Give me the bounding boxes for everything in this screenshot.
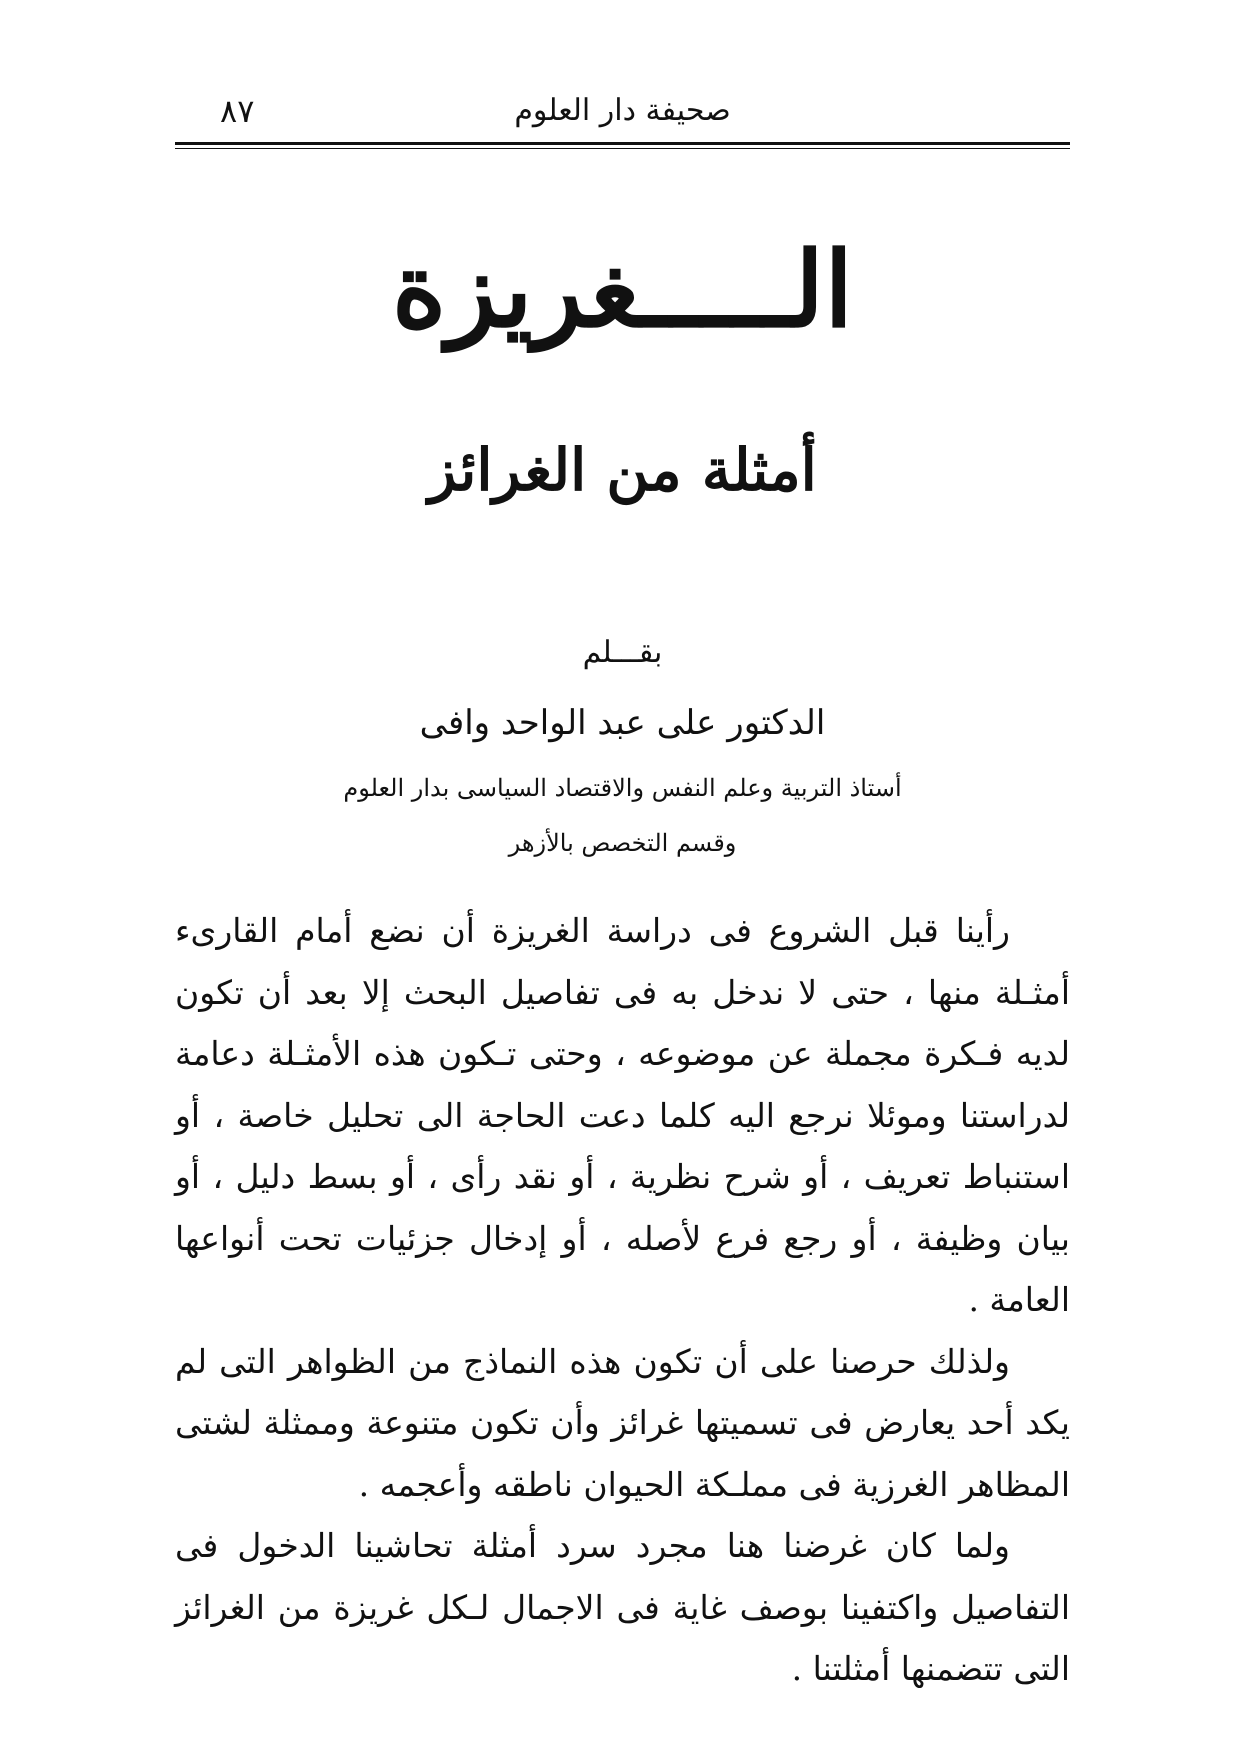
paragraph: ولما كان غرضنا هنا مجرد سرد أمثلة تحاشينا الدخول فى التفاصيل واكتفينا بوصف غاية فى الاجمال لـكل غريزة من الغرائز التى تتضمنها أمثلتنا . (175, 1526, 1070, 1688)
paragraph: ولذلك حرصنا على أن تكون هذه النماذج من الظواهر التى لم يكد أحد يعارض فى تسميتها غرائز وأن تكون متنوعة وممثلة لشتى المظاهر الغرزية فى مملـكة الحيوان ناطقه وأعجمه . (175, 1341, 1070, 1504)
article-subtitle: أمثلة من الغرائز (428, 436, 817, 504)
author-affiliation-secondary: وقسم التخصص بالأزهر (508, 829, 737, 857)
author-name: الدكتور على عبد الواحد وافى (419, 703, 826, 743)
article-body (175, 900, 1070, 1700)
journal-name: صحيفة دار العلوم (514, 93, 731, 128)
header-rule (175, 142, 1070, 145)
author-affiliation: أستاذ التربية وعلم النفس والاقتصاد السياسى بدار العلوم (343, 774, 902, 802)
article-title: الـــــغريزة (391, 228, 854, 351)
running-head (175, 86, 1070, 136)
paragraph: رأينا قبل الشروع فى دراسة الغريزة أن نضع أمام القارىء أمثـلة منها ، حتى لا ندخل به فى تفاصيل البحث إلا بعد أن تكون لديه فـكرة مجملة عن موضوعه ، وحتى تـكون هذه الأمثـلة دعامة لدراستنا وموئلا نرجع اليه كلما دعت الحاجة الى تحليل خاصة ، أو استنباط تعريف ، أو شرح نظرية ، أو نقد رأى ، أو بسط دليل ، أو بيان وظيفة ، أو رجع فرع لأصله ، أو إدخال جزئيات تحت أنواعها العامة . (175, 911, 1070, 1319)
page-number: ٨٧ (220, 92, 255, 130)
byline: بقـــلم (582, 635, 663, 670)
